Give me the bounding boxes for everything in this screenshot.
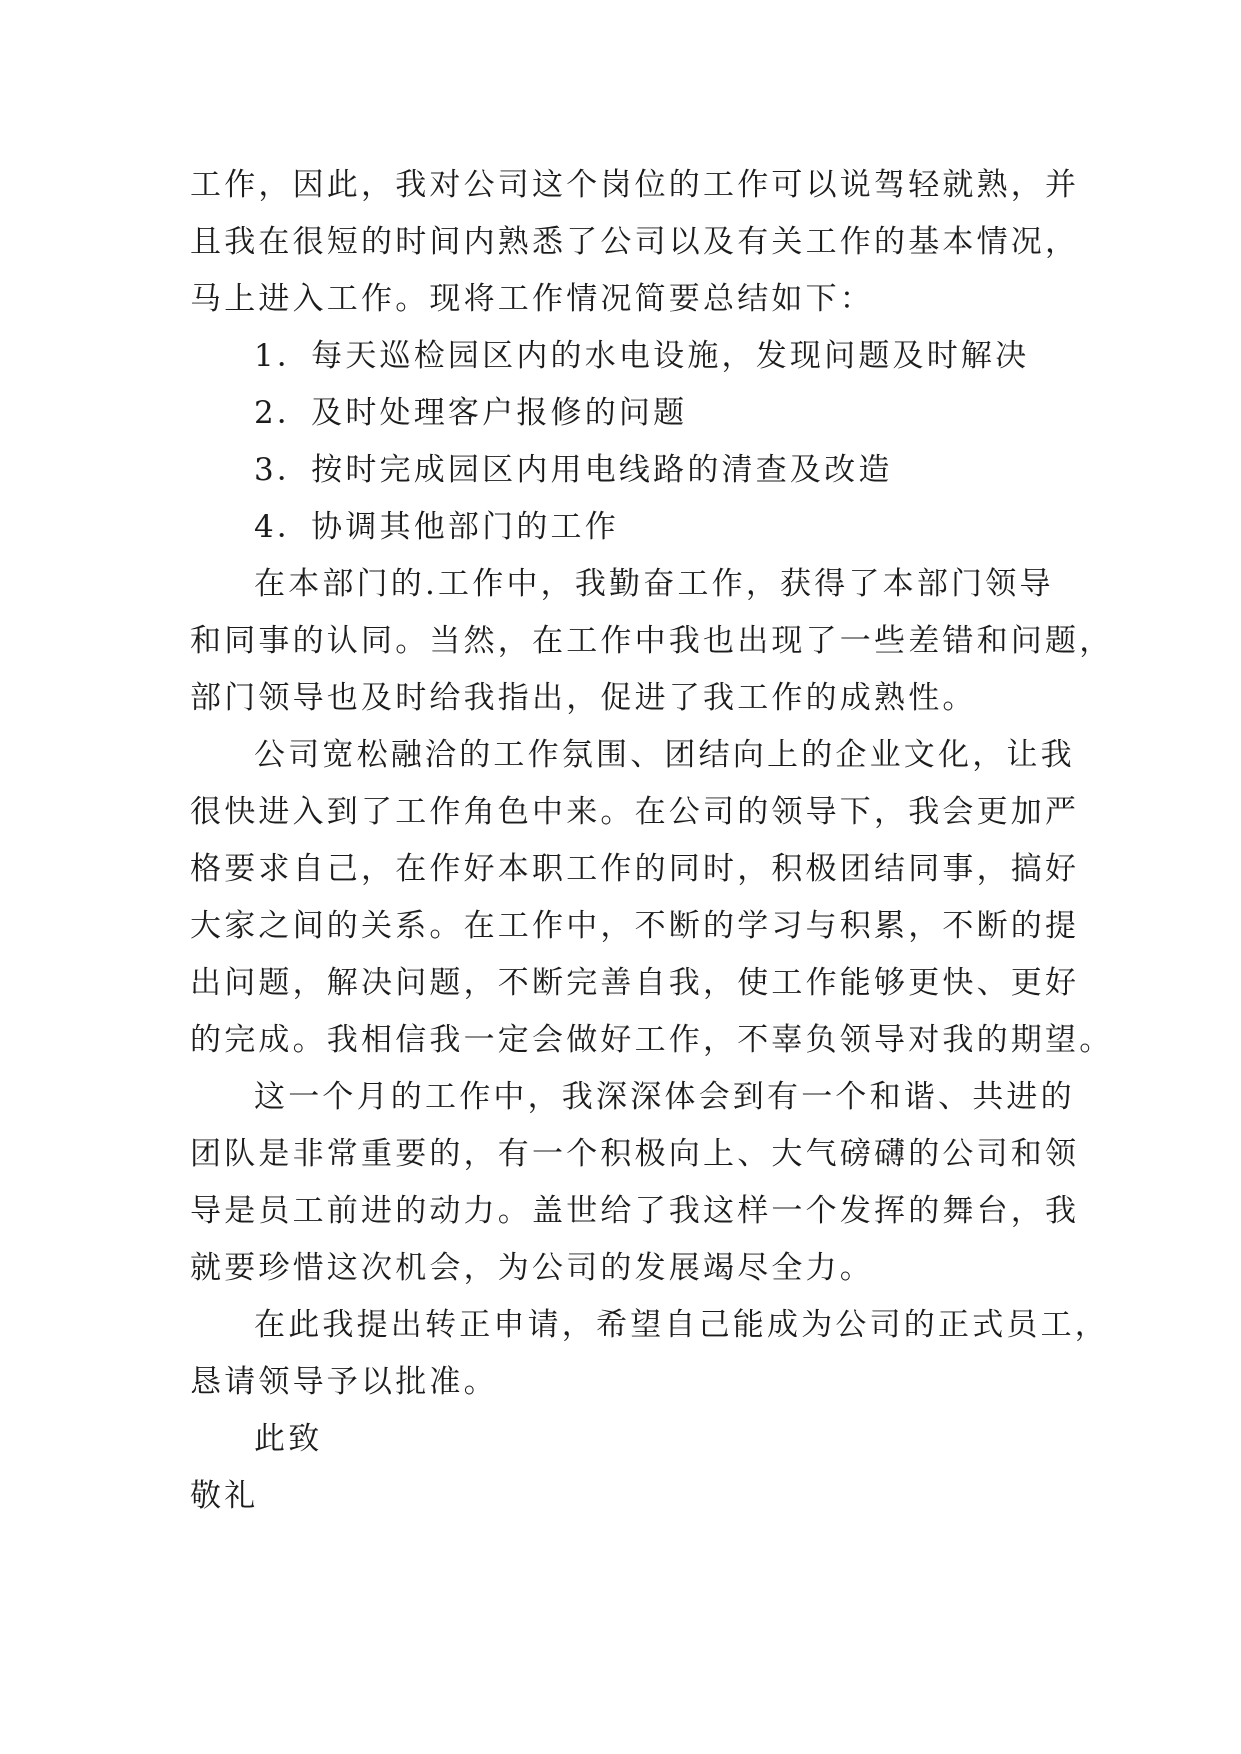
- closing-salutation: 此致: [254, 1421, 323, 1457]
- list-item: 3．按时完成园区内用电线路的清查及改造: [254, 452, 893, 488]
- body-line: 恳请领导予以批准。: [190, 1364, 498, 1400]
- body-line: 部门领导也及时给我指出，促进了我工作的成熟性。: [190, 680, 977, 716]
- body-line: 导是员工前进的动力。盖世给了我这样一个发挥的舞台，我: [190, 1193, 1080, 1229]
- paragraph-first-line: 公司宽松融洽的工作氛围、团结向上的企业文化，让我: [254, 737, 1075, 773]
- body-line: 且我在很短的时间内熟悉了公司以及有关工作的基本情况，: [190, 224, 1080, 260]
- body-line: 和同事的认同。当然，在工作中我也出现了一些差错和问题，: [190, 623, 1114, 659]
- body-line: 马上进入工作。现将工作情况简要总结如下：: [190, 281, 874, 317]
- body-line: 很快进入到了工作角色中来。在公司的领导下，我会更加严: [190, 794, 1080, 830]
- list-item: 4．协调其他部门的工作: [254, 509, 619, 545]
- body-line: 的完成。我相信我一定会做好工作，不辜负领导对我的期望。: [190, 1022, 1114, 1058]
- paragraph-first-line: 在此我提出转正申请，希望自己能成为公司的正式员工，: [254, 1307, 1109, 1343]
- list-item: 1．每天巡检园区内的水电设施，发现问题及时解决: [254, 338, 1030, 374]
- body-line: 格要求自己，在作好本职工作的同时，积极团结同事，搞好: [190, 851, 1080, 887]
- body-line: 工作，因此，我对公司这个岗位的工作可以说驾轻就熟，并: [190, 167, 1080, 203]
- body-line: 大家之间的关系。在工作中，不断的学习与积累，不断的提: [190, 908, 1080, 944]
- paragraph-first-line: 在本部门的.工作中，我勤奋工作，获得了本部门领导: [254, 566, 1054, 602]
- paragraph-first-line: 这一个月的工作中，我深深体会到有一个和谐、共进的: [254, 1079, 1075, 1115]
- body-line: 出问题，解决问题，不断完善自我，使工作能够更快、更好: [190, 965, 1080, 1001]
- body-line: 就要珍惜这次机会，为公司的发展竭尽全力。: [190, 1250, 874, 1286]
- closing-regards: 敬礼: [190, 1478, 259, 1514]
- list-item: 2．及时处理客户报修的问题: [254, 395, 688, 431]
- body-line: 团队是非常重要的，有一个积极向上、大气磅礴的公司和领: [190, 1136, 1080, 1172]
